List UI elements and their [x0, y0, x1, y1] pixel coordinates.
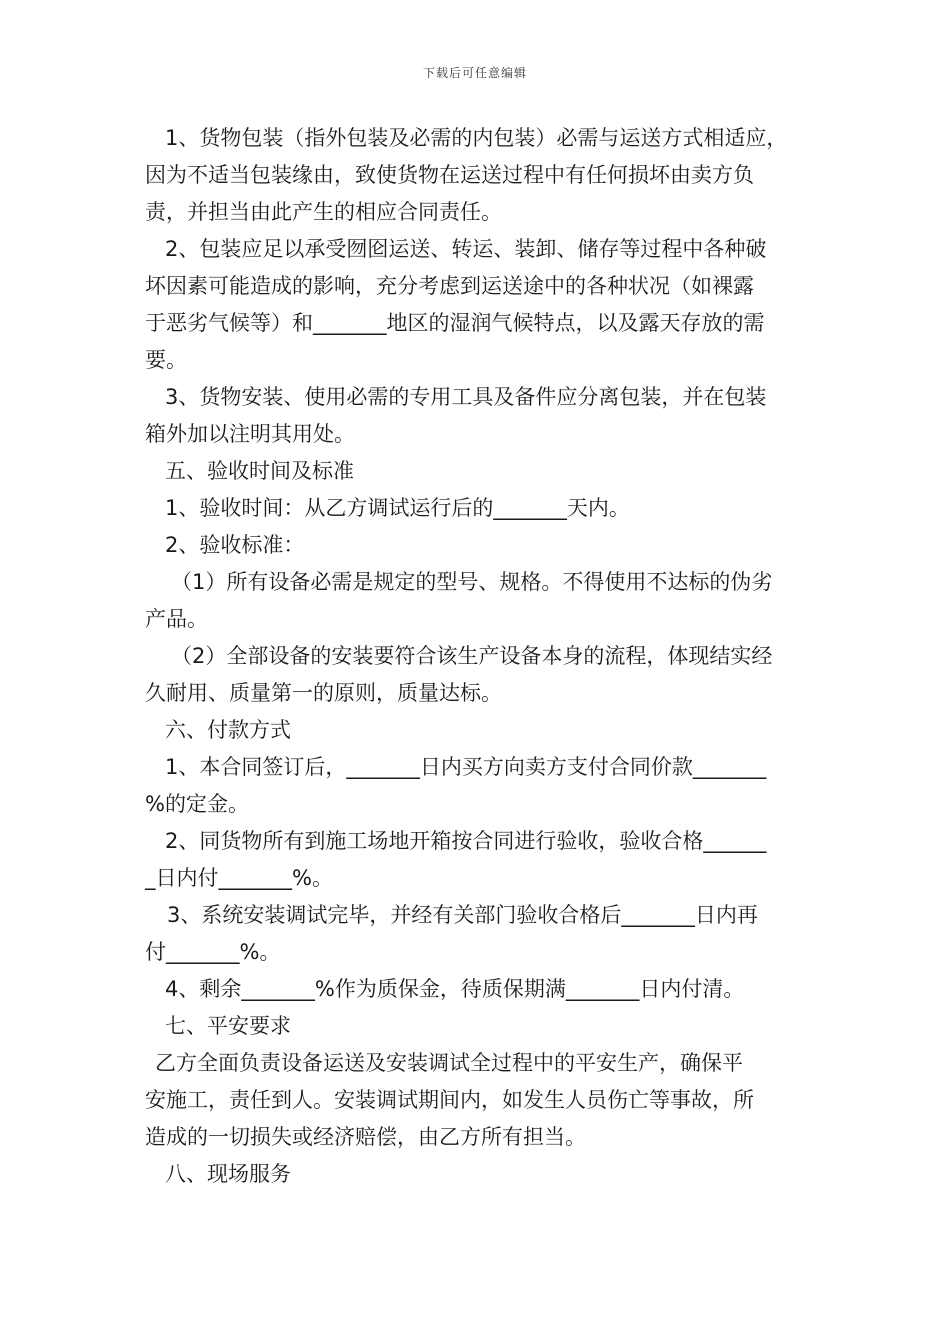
- text-line: 久耐用、质量第一的原则，质量达标。: [145, 681, 502, 705]
- text-line: 2、包装应足以承受囫囵运送、转运、装卸、储存等过程中各种破: [165, 237, 767, 261]
- text-line: 八、现场服务: [165, 1162, 291, 1186]
- text-line: （2）全部设备的安装要符合该生产设备本身的流程，体现结实经: [171, 644, 773, 668]
- text-line: 乙方全面负责设备运送及安装调试全过程中的平安生产，确保平: [155, 1051, 743, 1075]
- header-note: 下载后可任意编辑: [422, 66, 527, 80]
- text-line: 六、付款方式: [165, 718, 291, 742]
- text-line: 因为不适当包装缘由，致使货物在运送过程中有任何损坏由卖方负: [145, 163, 754, 187]
- text-line: 要。: [145, 348, 187, 372]
- text-line: 3、货物安装、使用必需的专用工具及备件应分离包装，并在包装: [165, 385, 767, 409]
- text-line: %的定金。: [145, 792, 249, 816]
- text-line: （1）所有设备必需是规定的型号、规格。不得使用不达标的伪劣: [171, 570, 773, 594]
- text-line: 造成的一切损失或经济赔偿，由乙方所有担当。: [145, 1125, 586, 1149]
- text-line: 于恶劣气候等）和_______地区的湿润气候特点，以及露天存放的需: [145, 311, 765, 335]
- text-line: 2、验收标准：: [165, 533, 305, 557]
- text-line: 责，并担当由此产生的相应合同责任。: [145, 200, 502, 224]
- text-line: 箱外加以注明其用处。: [145, 422, 355, 446]
- text-line: 3、系统安装调试完毕，并经有关部门验收合格后_______日内再: [167, 903, 758, 927]
- text-line: 坏因素可能造成的影响，充分考虑到运送途中的各种状况（如裸露: [145, 274, 754, 298]
- text-line: 安施工，责任到人。安装调试期间内，如发生人员伤亡等事故，所: [145, 1088, 754, 1112]
- text-line: 五、验收时间及标准: [165, 459, 354, 483]
- text-line: 七、平安要求: [165, 1014, 291, 1038]
- contract-body: [145, 120, 810, 1193]
- text-line: 产品。: [145, 607, 208, 631]
- text-line: 2、同货物所有到施工场地开箱按合同进行验收，验收合格______: [165, 829, 767, 853]
- text-line: 1、验收时间：从乙方调试运行后的_______天内。: [165, 496, 630, 520]
- text-line: 1、本合同签订后，_______日内买方向卖方支付合同价款_______: [165, 755, 767, 779]
- text-line: _日内付_______%。: [145, 866, 333, 890]
- text-line: 4、剩余_______%作为质保金，待质保期满_______日内付清。: [165, 977, 745, 1001]
- text-line: 付_______%。: [145, 940, 281, 964]
- text-line: 1、货物包装（指外包装及必需的内包装）必需与运送方式相适应，: [165, 126, 788, 150]
